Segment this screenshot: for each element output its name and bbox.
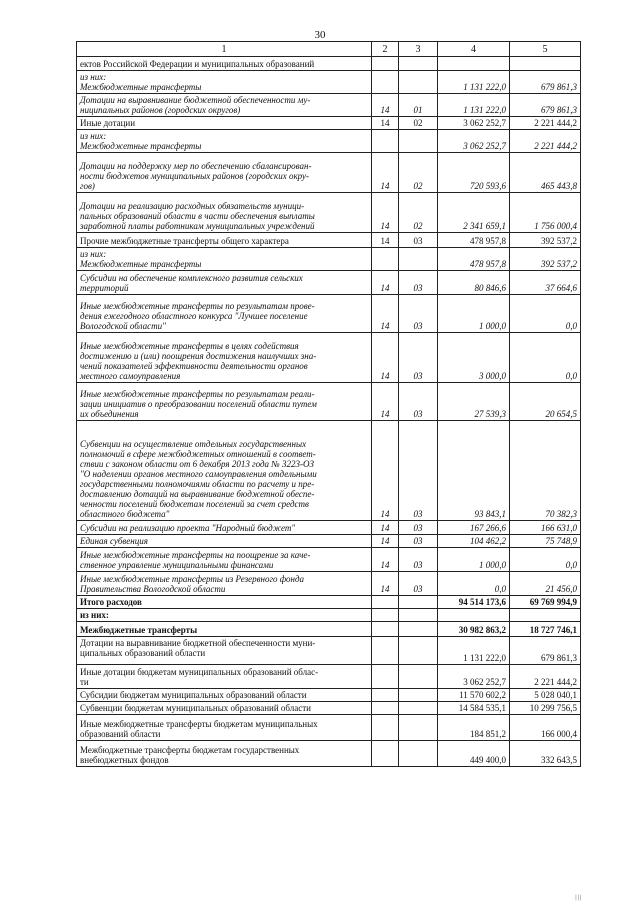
- section-code: [372, 702, 399, 715]
- row-label: Субсидии на реализацию проекта "Народный бюджет": [77, 521, 372, 535]
- row-label: Дотации на выравнивание бюджетной обеспеченности муни- ципальных образований области: [77, 637, 372, 665]
- table-header-row: [77, 42, 581, 57]
- row-label: из них: Межбюджетные трансферты: [77, 130, 372, 153]
- value-col5: 392 537,2: [510, 233, 581, 248]
- value-col4: 0,0: [438, 572, 510, 596]
- table-row: [77, 548, 581, 572]
- row-label: Иные межбюджетные трансферты в целях содействия достижению и (или) поощрения достижения наилучших зна- чений показателей эффективности деятельности органов местного самоуправления: [77, 333, 372, 383]
- subsection-code: 02: [399, 117, 438, 130]
- section-code: [372, 57, 399, 71]
- subsection-code: [399, 622, 438, 637]
- value-col4: 1 000,0: [438, 295, 510, 333]
- value-col5: 166 631,0: [510, 521, 581, 535]
- row-label: Субсидии на обеспечение комплексного развития сельских территорий: [77, 271, 372, 295]
- value-col5: 0,0: [510, 295, 581, 333]
- value-col4: 93 843,1: [438, 421, 510, 521]
- section-code: [372, 248, 399, 271]
- subsection-code: [399, 637, 438, 665]
- subsection-code: [399, 71, 438, 94]
- value-col5: 2 221 444,2: [510, 117, 581, 130]
- section-code: 14: [372, 117, 399, 130]
- subsection-code: 03: [399, 333, 438, 383]
- table-row: [77, 715, 581, 741]
- value-col5: 679 861,3: [510, 94, 581, 117]
- value-col5: 332 643,5: [510, 741, 581, 767]
- section-code: 14: [372, 94, 399, 117]
- table-row: [77, 233, 581, 248]
- row-label: Иные межбюджетные трансферты на поощрение за каче- ственное управление муниципальными финансами: [77, 548, 372, 572]
- value-col5: 18 727 746,1: [510, 622, 581, 637]
- value-col4: 2 341 659,1: [438, 193, 510, 233]
- table-row: [77, 71, 581, 94]
- subsection-code: 03: [399, 421, 438, 521]
- row-label: из них: Межбюджетные трансферты: [77, 248, 372, 271]
- section-code: 14: [372, 333, 399, 383]
- column-header: 5: [510, 42, 581, 57]
- table-row: [77, 57, 581, 71]
- column-header: 3: [399, 42, 438, 57]
- subsection-code: 03: [399, 383, 438, 421]
- column-header: 1: [77, 42, 372, 57]
- row-label: Межбюджетные трансферты: [77, 622, 372, 637]
- value-col4: 478 957,8: [438, 248, 510, 271]
- row-label: Итого расходов: [77, 596, 372, 609]
- value-col5: 10 299 756,5: [510, 702, 581, 715]
- value-col4: 11 570 602,2: [438, 689, 510, 702]
- value-col4: 478 957,8: [438, 233, 510, 248]
- section-code: [372, 596, 399, 609]
- section-code: 14: [372, 383, 399, 421]
- table-row: [77, 117, 581, 130]
- table-row: [77, 622, 581, 637]
- value-col4: 1 131 222,0: [438, 637, 510, 665]
- subsection-code: [399, 248, 438, 271]
- value-col5: 5 028 040,1: [510, 689, 581, 702]
- row-label: Иные межбюджетные трансферты из Резервного фонда Правительства Вологодской области: [77, 572, 372, 596]
- row-label: Субвенции бюджетам муниципальных образований области: [77, 702, 372, 715]
- value-col5: 70 382,3: [510, 421, 581, 521]
- subsection-code: 01: [399, 94, 438, 117]
- row-label: Субвенции на осуществление отдельных государственных полномочий в сфере межбюджетных отношений в соответ- ствии с законом области от 6 декабря 2013 года № 3223-ОЗ "О наделении органов местного самоуправления отдельными государственными полномочиями области по расчету и пре- доставлению дотаций на выравнивание бюджетной обеспе- ченности поселений бюджетам поселений за счет средств областного бюджета": [77, 421, 372, 521]
- value-col5: 2 221 444,2: [510, 665, 581, 689]
- value-col5: 679 861,3: [510, 71, 581, 94]
- value-col4: 14 584 535,1: [438, 702, 510, 715]
- table-row: [77, 248, 581, 271]
- table-row: [77, 94, 581, 117]
- value-col5: 21 456,0: [510, 572, 581, 596]
- table-row: [77, 130, 581, 153]
- table-row: [77, 689, 581, 702]
- table-row: [77, 383, 581, 421]
- row-label: Иные дотации: [77, 117, 372, 130]
- table-row: [77, 596, 581, 609]
- subsection-code: [399, 715, 438, 741]
- value-col4: [438, 57, 510, 71]
- section-code: [372, 715, 399, 741]
- value-col5: 0,0: [510, 548, 581, 572]
- subsection-code: [399, 57, 438, 71]
- value-col5: 1 756 000,4: [510, 193, 581, 233]
- value-col4: 1 131 222,0: [438, 71, 510, 94]
- table-body: [77, 57, 581, 767]
- subsection-code: [399, 689, 438, 702]
- value-col4: 184 851,2: [438, 715, 510, 741]
- value-col5: 37 664,6: [510, 271, 581, 295]
- value-col5: [510, 609, 581, 622]
- row-label: Прочие межбюджетные трансферты общего характера: [77, 233, 372, 248]
- subsection-code: [399, 596, 438, 609]
- value-col4: 104 462,2: [438, 535, 510, 548]
- value-col4: 720 593,6: [438, 153, 510, 193]
- subsection-code: 03: [399, 271, 438, 295]
- value-col4: 3 062 252,7: [438, 130, 510, 153]
- row-label: из них:: [77, 609, 372, 622]
- subsection-code: 03: [399, 295, 438, 333]
- table-row: [77, 153, 581, 193]
- section-code: 14: [372, 193, 399, 233]
- subsection-code: 03: [399, 548, 438, 572]
- value-col4: 1 000,0: [438, 548, 510, 572]
- subsection-code: [399, 609, 438, 622]
- value-col5: 166 000,4: [510, 715, 581, 741]
- section-code: [372, 689, 399, 702]
- table-row: [77, 741, 581, 767]
- subsection-code: [399, 702, 438, 715]
- subsection-code: 03: [399, 521, 438, 535]
- value-col4: 449 400,0: [438, 741, 510, 767]
- row-label: Дотации на поддержку мер по обеспечению сбалансирован- ности бюджетов муниципальных районов (городских окру- гов): [77, 153, 372, 193]
- value-col4: 80 846,6: [438, 271, 510, 295]
- value-col5: 679 861,3: [510, 637, 581, 665]
- scan-mark: |||: [575, 895, 582, 901]
- table-row: [77, 572, 581, 596]
- column-header: 2: [372, 42, 399, 57]
- column-header: 4: [438, 42, 510, 57]
- value-col4: 167 266,6: [438, 521, 510, 535]
- value-col5: 392 537,2: [510, 248, 581, 271]
- row-label: Межбюджетные трансферты бюджетам государственных внебюджетных фондов: [77, 741, 372, 767]
- table-row: [77, 333, 581, 383]
- value-col4: 27 539,3: [438, 383, 510, 421]
- table-row: [77, 609, 581, 622]
- value-col4: 30 982 863,2: [438, 622, 510, 637]
- value-col5: 20 654,5: [510, 383, 581, 421]
- row-label: Дотации на реализацию расходных обязательств муници- пальных образований области в части обеспечения выплаты заработной платы работникам муниципальных учреждений: [77, 193, 372, 233]
- row-label: Субсидии бюджетам муниципальных образований области: [77, 689, 372, 702]
- row-label: Иные межбюджетные трансферты бюджетам муниципальных образований области: [77, 715, 372, 741]
- table-row: [77, 702, 581, 715]
- section-code: 14: [372, 271, 399, 295]
- section-code: [372, 609, 399, 622]
- value-col5: 465 443,8: [510, 153, 581, 193]
- table-row: [77, 521, 581, 535]
- subsection-code: [399, 665, 438, 689]
- table-row: [77, 421, 581, 521]
- row-label: ектов Российской Федерации и муниципальных образований: [77, 57, 372, 71]
- row-label: Единая субвенция: [77, 535, 372, 548]
- value-col4: 1 131 222,0: [438, 94, 510, 117]
- value-col4: 3 062 252,7: [438, 665, 510, 689]
- table-row: [77, 535, 581, 548]
- subsection-code: 03: [399, 535, 438, 548]
- value-col5: 0,0: [510, 333, 581, 383]
- subsection-code: 03: [399, 572, 438, 596]
- section-code: 14: [372, 153, 399, 193]
- value-col4: [438, 609, 510, 622]
- value-col5: [510, 57, 581, 71]
- value-col5: 75 748,9: [510, 535, 581, 548]
- subsection-code: 02: [399, 193, 438, 233]
- value-col5: 2 221 444,2: [510, 130, 581, 153]
- value-col4: 3 000,0: [438, 333, 510, 383]
- section-code: 14: [372, 233, 399, 248]
- row-label: Иные дотации бюджетам муниципальных образований облас- ти: [77, 665, 372, 689]
- table-row: [77, 271, 581, 295]
- section-code: 14: [372, 521, 399, 535]
- budget-table: [76, 41, 581, 767]
- value-col4: 3 062 252,7: [438, 117, 510, 130]
- value-col4: 94 514 173,6: [438, 596, 510, 609]
- section-code: 14: [372, 572, 399, 596]
- row-label: Иные межбюджетные трансферты по результатам прове- дения ежегодного областного конкурса "Лучшее поселение Вологодской области": [77, 295, 372, 333]
- row-label: Дотации на выравнивание бюджетной обеспеченности му- ниципальных районов (городских округов): [77, 94, 372, 117]
- section-code: 14: [372, 548, 399, 572]
- section-code: 14: [372, 535, 399, 548]
- section-code: [372, 130, 399, 153]
- section-code: [372, 741, 399, 767]
- subsection-code: 03: [399, 233, 438, 248]
- section-code: 14: [372, 295, 399, 333]
- section-code: [372, 665, 399, 689]
- table-row: [77, 193, 581, 233]
- subsection-code: 02: [399, 153, 438, 193]
- section-code: [372, 637, 399, 665]
- value-col5: 69 769 994,9: [510, 596, 581, 609]
- table-row: [77, 665, 581, 689]
- section-code: [372, 71, 399, 94]
- subsection-code: [399, 130, 438, 153]
- row-label: из них: Межбюджетные трансферты: [77, 71, 372, 94]
- table-row: [77, 637, 581, 665]
- row-label: Иные межбюджетные трансферты по результатам реали- зации инициатив о преобразовании поселений области путем их объединения: [77, 383, 372, 421]
- table-row: [77, 295, 581, 333]
- page-number: 30: [314, 29, 326, 41]
- section-code: 14: [372, 421, 399, 521]
- section-code: [372, 622, 399, 637]
- subsection-code: [399, 741, 438, 767]
